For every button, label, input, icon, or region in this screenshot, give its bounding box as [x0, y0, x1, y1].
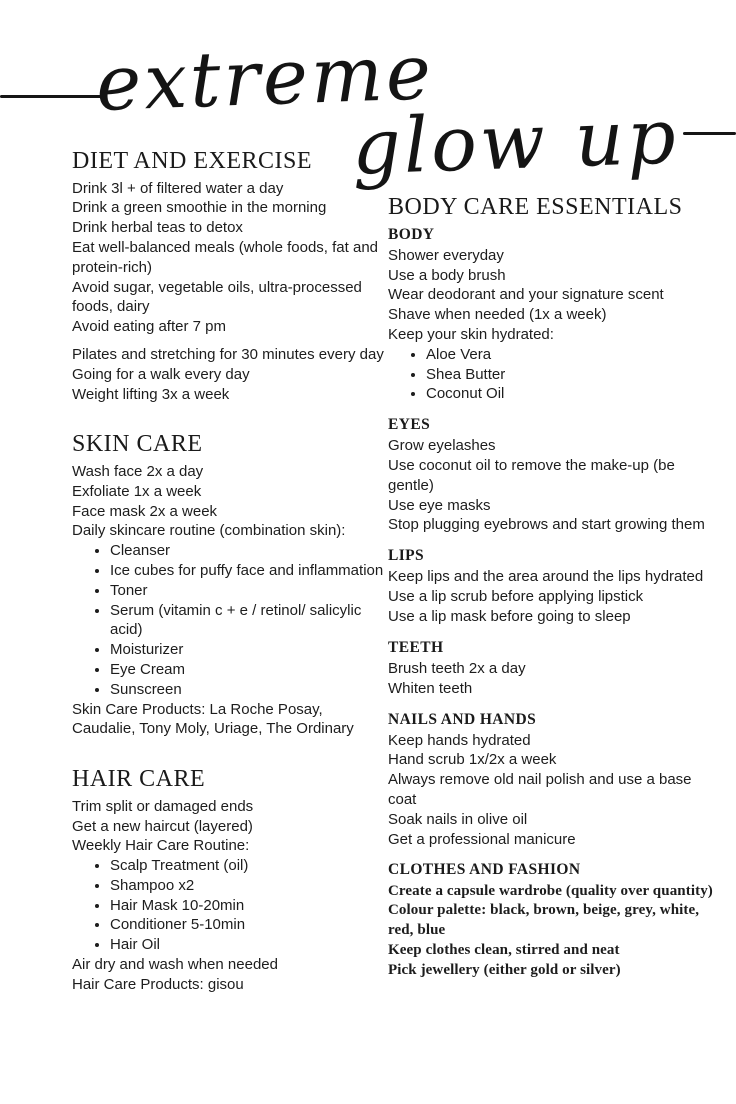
section-lips — [388, 546, 722, 627]
text-line: Trim split or damaged ends — [72, 797, 254, 815]
text-line: Stop plugging eyebrows and start growing them — [388, 516, 705, 534]
section-body-care-essentials — [388, 194, 722, 222]
bullet-item: • Aloe Vera — [426, 345, 722, 365]
section-heading-body-care-essentials: BODY CARE ESSENTIALS — [388, 194, 683, 220]
section-skin-care — [72, 431, 384, 739]
bullet-item: • Scalp Treatment (oil) — [110, 856, 384, 876]
section-hair-care — [72, 766, 384, 995]
bullet-item: • Moisturizer — [110, 640, 384, 660]
section-eyes — [388, 415, 722, 535]
text-line: Drink herbal teas to detox — [72, 219, 243, 237]
section-nails-and-hands — [388, 710, 722, 850]
section-heading-clothes-and-fashion: CLOTHES AND FASHION — [388, 861, 581, 879]
section-body — [388, 225, 722, 405]
text-line: Hair Care Products: gisou — [72, 975, 244, 993]
bullet-item: • Hair Oil — [110, 935, 384, 955]
text-line: Drink 3l + of filtered water a day — [72, 179, 284, 197]
bullet-item: • Ice cubes for puffy face and inflammation — [110, 561, 384, 581]
text-line: Drink a green smoothie in the morning — [72, 199, 327, 217]
text-block — [388, 567, 722, 626]
text-line: Whiten teeth — [388, 679, 473, 697]
section-heading-hair-care: HAIR CARE — [72, 766, 206, 793]
text-line: Grow eyelashes — [388, 437, 496, 455]
bullet-list — [72, 856, 384, 955]
text-line: Use a lip mask before going to sleep — [388, 607, 631, 625]
text-block — [388, 659, 722, 699]
text-line: Keep hands hydrated — [388, 731, 531, 749]
bullet-item: • Sunscreen — [110, 680, 384, 700]
text-block — [72, 700, 384, 740]
text-block — [388, 246, 722, 345]
section-heading-eyes: EYES — [388, 416, 431, 434]
text-line: Create a capsule wardrobe (quality over quantity) — [388, 882, 713, 899]
text-block — [388, 436, 722, 535]
text-line: Pilates and stretching for 30 minutes every day — [72, 345, 384, 363]
section-heading-teeth: TEETH — [388, 638, 444, 656]
text-line: Brush teeth 2x a day — [388, 659, 526, 677]
text-line: Shower everyday — [388, 246, 504, 264]
text-line: Soak nails in olive oil — [388, 810, 528, 828]
text-block — [72, 462, 384, 541]
bullet-item: • Toner — [110, 581, 384, 601]
bullet-list — [388, 345, 722, 404]
text-line: Exfoliate 1x a week — [72, 482, 202, 500]
title-script-extreme: extreme — [94, 27, 436, 128]
text-block — [72, 179, 384, 337]
text-block — [72, 955, 384, 995]
text-block — [72, 797, 384, 856]
text-line: Skin Care Products: La Roche Posay, Caudalie, Tony Moly, Uriage, The Ordinary — [72, 700, 354, 738]
section-heading-skin-care: SKIN CARE — [72, 431, 203, 458]
right-column — [388, 194, 722, 992]
text-line: Keep clothes clean, stirred and neat — [388, 941, 620, 958]
decorative-line-left — [0, 95, 104, 98]
text-line: Avoid sugar, vegetable oils, ultra-processed foods, dairy — [72, 278, 362, 316]
section-heading-nails-and-hands: NAILS AND HANDS — [388, 710, 537, 728]
text-line: Face mask 2x a week — [72, 502, 218, 520]
text-line: Use eye masks — [388, 496, 491, 514]
text-line: Wash face 2x a day — [72, 462, 204, 480]
left-column — [72, 148, 384, 995]
section-heading-lips: LIPS — [388, 547, 425, 565]
text-block — [72, 345, 384, 404]
text-line: Eat well-balanced meals (whole foods, fat and protein-rich) — [72, 238, 379, 276]
text-line: Shave when needed (1x a week) — [388, 306, 607, 324]
text-line: Get a new haircut (layered) — [72, 817, 253, 835]
text-line: Get a professional manicure — [388, 830, 576, 848]
section-clothes-and-fashion — [388, 860, 722, 980]
bullet-item: • Cleanser — [110, 541, 384, 561]
text-line: Daily skincare routine (combination skin): — [72, 522, 346, 540]
bullet-item: • Shampoo x2 — [110, 876, 384, 896]
text-line: Always remove old nail polish and use a base coat — [388, 771, 692, 809]
section-teeth — [388, 638, 722, 699]
text-line: Avoid eating after 7 pm — [72, 318, 226, 336]
bullet-item: • Coconut Oil — [426, 384, 722, 404]
bullet-item: • Conditioner 5-10min — [110, 915, 384, 935]
text-line: Use a body brush — [388, 266, 506, 284]
decorative-line-right — [683, 132, 736, 135]
text-line: Going for a walk every day — [72, 365, 250, 383]
text-line: Use coconut oil to remove the make-up (be gentle) — [388, 457, 675, 494]
section-diet-and-exercise — [72, 148, 384, 404]
section-heading-diet-and-exercise: DIET AND EXERCISE — [72, 148, 313, 174]
text-line: Weekly Hair Care Routine: — [72, 837, 250, 855]
bullet-item: • Serum (vitamin c + e / retinol/ salicylic acid) — [110, 601, 384, 641]
text-line: Weight lifting 3x a week — [72, 385, 230, 403]
text-line: Wear deodorant and your signature scent — [388, 286, 664, 304]
bullet-item: • Shea Butter — [426, 365, 722, 385]
bullet-item: • Eye Cream — [110, 660, 384, 680]
text-line: Colour palette: black, brown, beige, grey, white, red, blue — [388, 902, 700, 939]
text-line: Hand scrub 1x/2x a week — [388, 751, 557, 769]
text-line: Use a lip scrub before applying lipstick — [388, 588, 644, 606]
text-line: Pick jewellery (either gold or silver) — [388, 961, 621, 978]
bullet-item: • Hair Mask 10-20min — [110, 896, 384, 916]
text-block — [388, 882, 722, 981]
text-line: Keep your skin hydrated: — [388, 325, 554, 343]
title-script-glow-up: glow up — [350, 91, 680, 192]
section-heading-body: BODY — [388, 225, 435, 243]
text-block — [388, 731, 722, 850]
text-line: Air dry and wash when needed — [72, 956, 278, 974]
text-line: Keep lips and the area around the lips hydrated — [388, 568, 704, 586]
bullet-list — [72, 541, 384, 699]
